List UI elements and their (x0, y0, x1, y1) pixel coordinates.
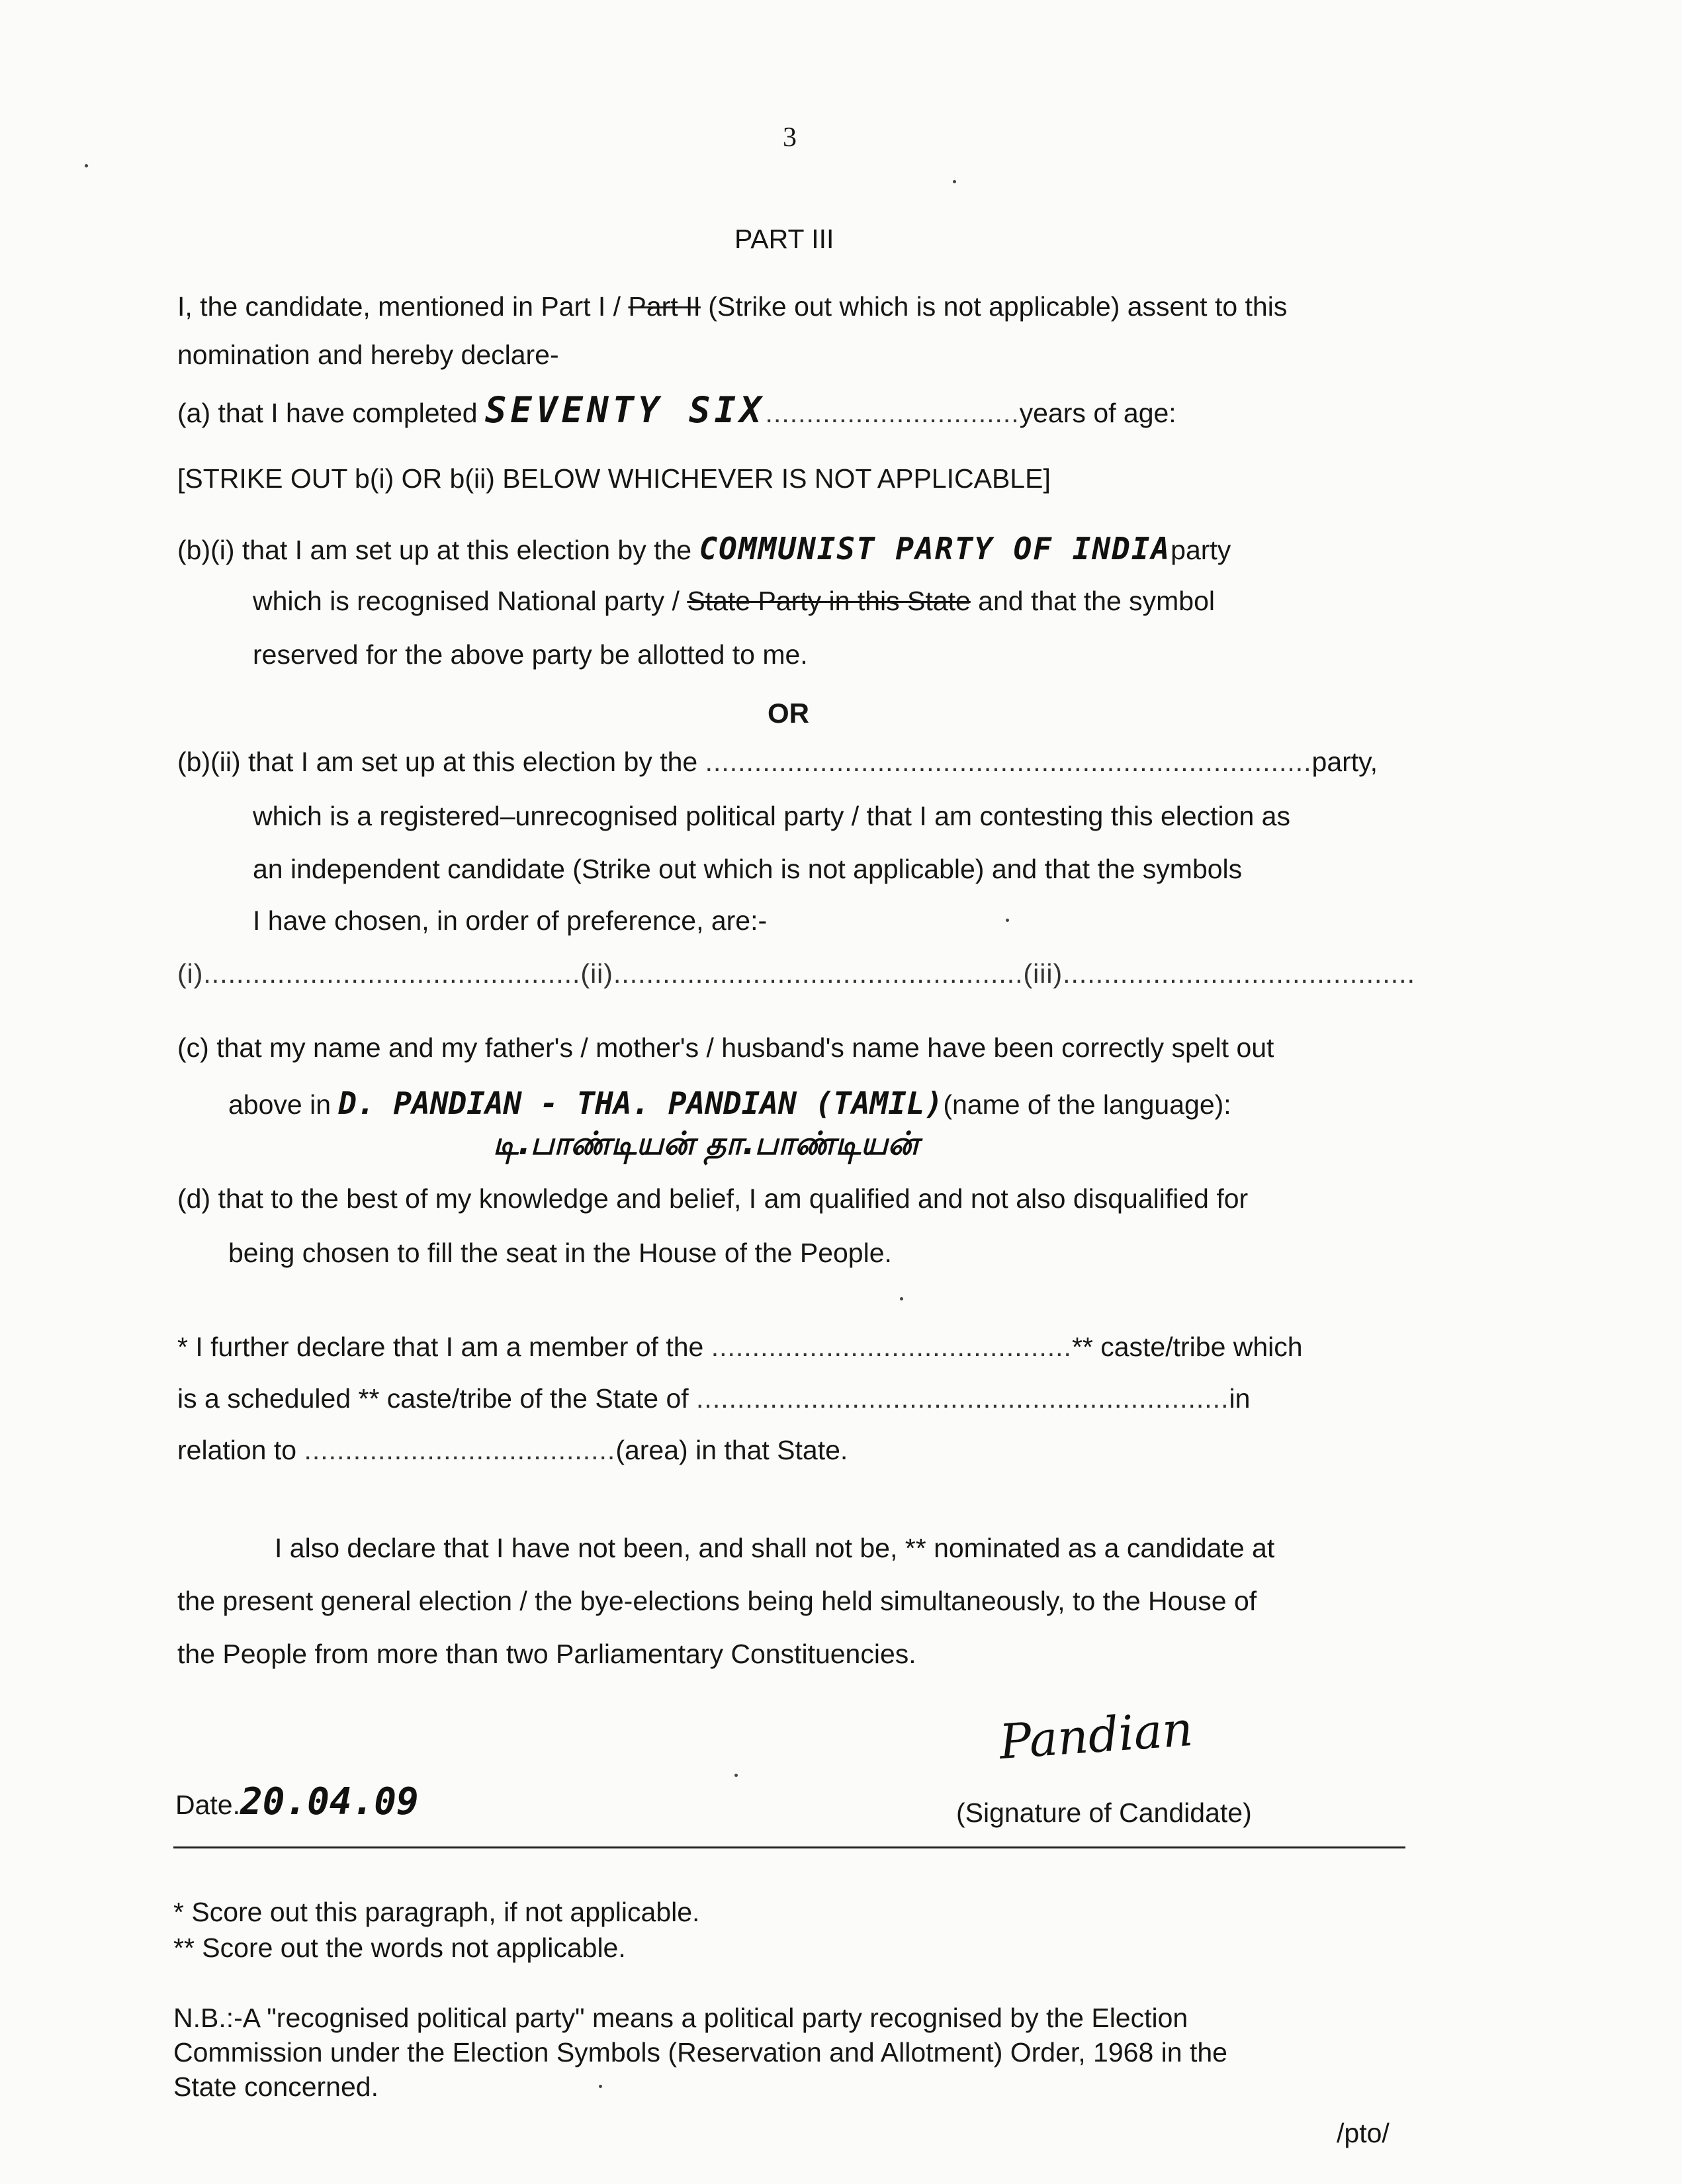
handwritten-party: COMMUNIST PARTY OF INDIA (699, 531, 1171, 567)
handwritten-date: 20.04.09 (240, 1780, 419, 1823)
symbol-ii: (ii).................................................. (580, 958, 1024, 989)
declaration-line-3: the People from more than two Parliamentary Constituencies. (177, 1639, 916, 1669)
caste-line3-suffix: (area) in that State. (615, 1435, 848, 1465)
intro-line-2: nomination and hereby declare- (177, 340, 559, 370)
declaration-line-2: the present general election / the bye-elections being held simultaneously, to the House of (177, 1586, 1257, 1616)
symbol-i: (i).............................................. (177, 958, 581, 989)
part-heading: PART III (734, 224, 834, 254)
scan-speck (599, 2085, 602, 2088)
struck-state-party: State Party in this State (687, 586, 971, 616)
item-c-line-2 (228, 1085, 1231, 1121)
scan-speck (900, 1297, 903, 1300)
item-bii-line-4: I have chosen, in order of preference, are:- (253, 905, 768, 936)
footnote-one-star: * Score out this paragraph, if not applicable. (173, 1897, 700, 1927)
caste-line-3 (177, 1435, 848, 1466)
caste-line2-suffix: in (1229, 1383, 1251, 1414)
strike-note: [STRIKE OUT b(i) OR b(ii) BELOW WHICHEVER IS NOT APPLICABLE] (177, 463, 1051, 494)
item-bi-line-2 (253, 586, 1215, 617)
handwritten-age: SEVENTY SIX (484, 389, 766, 431)
item-c-line2-prefix: above in (228, 1089, 339, 1120)
struck-part-ii: Part II (628, 291, 701, 322)
caste-line-1 (177, 1332, 1303, 1363)
nb-line-1: N.B.:-A "recognised political party" means a political party recognised by the Election (173, 2003, 1188, 2033)
item-a-dots: ............................... (765, 398, 1020, 428)
item-bii-suffix: party, (1311, 747, 1378, 777)
caste-line2-dots: ................................................................. (696, 1383, 1229, 1414)
caste-line3-prefix: relation to (177, 1435, 304, 1465)
symbols-line (177, 958, 1415, 989)
intro-prefix: I, the candidate, mentioned in Part I / (177, 291, 629, 322)
item-a-suffix: years of age: (1019, 398, 1176, 428)
item-bi-line-3: reserved for the above party be allotted to me. (253, 639, 808, 670)
item-d-line-2: being chosen to fill the seat in the House of the People. (228, 1238, 892, 1268)
scan-speck (85, 164, 88, 167)
scan-speck (953, 180, 956, 183)
handwritten-tamil-name: டி.பாண்டியன் தா.பாண்டியன் (493, 1125, 919, 1162)
footnote-two-star: ** Score out the words not applicable. (173, 1933, 626, 1963)
handwritten-signature: Pandian (997, 1700, 1195, 1770)
item-bi-line-1 (177, 531, 1231, 567)
item-bi-prefix: (b)(i) that I am set up at this election by the (177, 535, 699, 565)
declaration-line-1: I also declare that I have not been, and shall not be, ** nominated as a candidate at (275, 1533, 1275, 1563)
symbol-iii: (iii)........................................... (1023, 958, 1415, 989)
item-bi-line2-prefix: which is recognised National party / (253, 586, 687, 616)
nb-line-3: State concerned. (173, 2071, 378, 2102)
caste-line2-prefix: is a scheduled ** caste/tribe of the State of (177, 1383, 697, 1414)
item-bii-line-1 (177, 747, 1378, 778)
item-a (177, 389, 1176, 431)
caste-line1-suffix: ** caste/tribe which (1071, 1332, 1303, 1362)
date-label: Date. (175, 1790, 240, 1820)
item-bii-dots: .......................................................................... (705, 747, 1312, 777)
item-a-prefix: (a) that I have completed (177, 398, 485, 428)
pto-label: /pto/ (1337, 2118, 1390, 2148)
item-bii-line-2: which is a registered–unrecognised political party / that I am contesting this election as (253, 801, 1290, 831)
item-bi-suffix: party (1171, 535, 1231, 565)
item-c-line-1: (c) that my name and my father's / mother's / husband's name have been correctly spelt out (177, 1032, 1274, 1063)
date-line (175, 1780, 419, 1823)
caste-line1-prefix: * I further declare that I am a member of the (177, 1332, 711, 1362)
intro-suffix: (Strike out which is not applicable) assent to this (700, 291, 1288, 322)
item-d-line-1: (d) that to the best of my knowledge and belief, I am qualified and not also disqualified for (177, 1183, 1249, 1214)
handwritten-name: D. PANDIAN - THA. PANDIAN (TAMIL) (338, 1085, 944, 1121)
scan-speck (1006, 919, 1009, 922)
item-bii-prefix: (b)(ii) that I am set up at this election by the (177, 747, 705, 777)
caste-line3-dots: ...................................... (304, 1435, 616, 1465)
item-c-line2-suffix: (name of the language): (943, 1089, 1231, 1120)
caste-line1-dots: ............................................ (711, 1332, 1072, 1362)
caste-line-2 (177, 1383, 1250, 1414)
page-number: 3 (783, 122, 797, 153)
item-bii-line-3: an independent candidate (Strike out which is not applicable) and that the symbols (253, 854, 1243, 884)
item-bi-line2-suffix: and that the symbol (970, 586, 1216, 616)
intro-line-1 (177, 291, 1287, 322)
or-label: OR (768, 698, 809, 729)
nb-line-2: Commission under the Election Symbols (Reservation and Allotment) Order, 1968 in the (173, 2037, 1227, 2068)
signature-label: (Signature of Candidate) (956, 1797, 1252, 1828)
scan-speck (734, 1774, 738, 1777)
divider-line (173, 1846, 1405, 1848)
